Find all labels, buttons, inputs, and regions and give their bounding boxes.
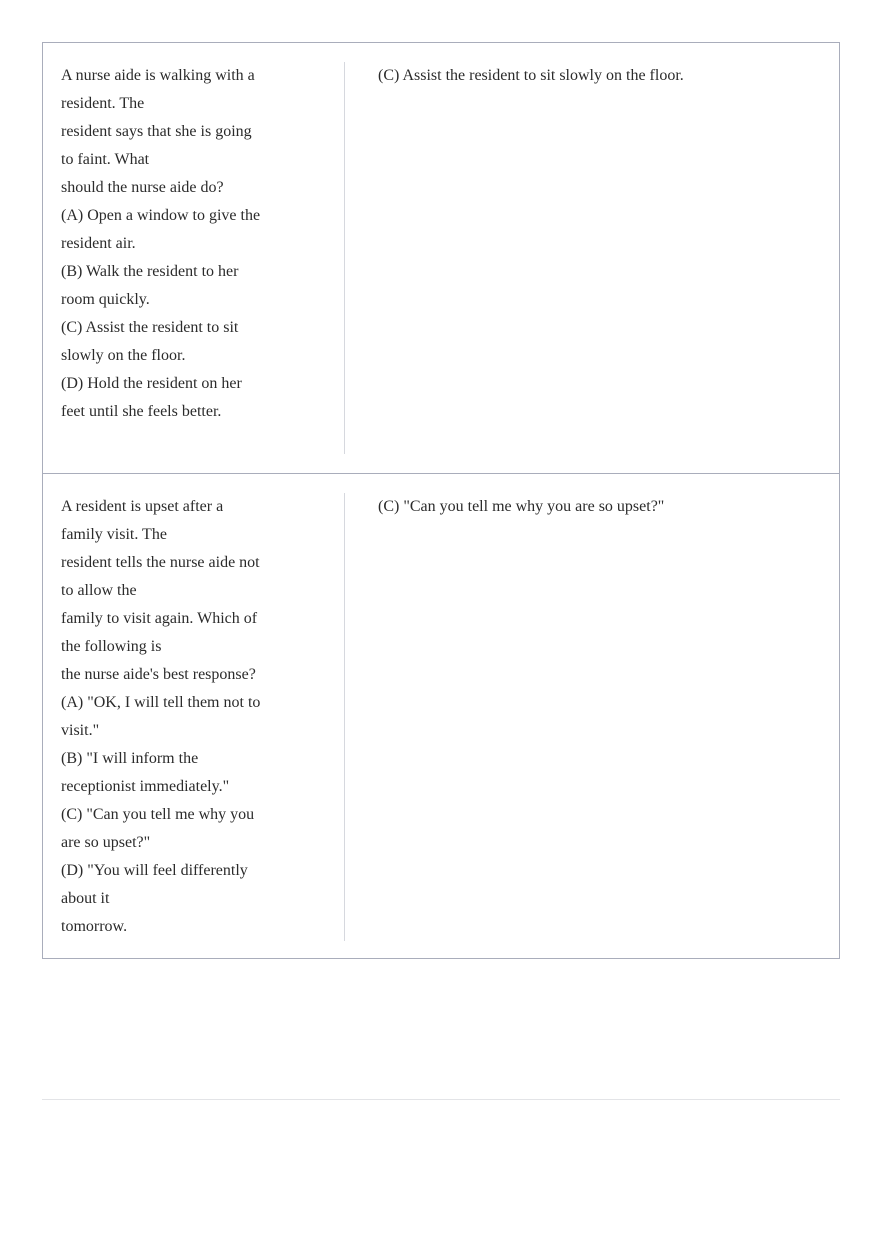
term-line: (D) "You will feel differently (61, 862, 248, 879)
term-line: to faint. What (61, 151, 150, 168)
term-line: resident tells the nurse aide not (61, 554, 260, 571)
term-line: are so upset?" (61, 834, 151, 851)
term-line: resident says that she is going (61, 123, 252, 140)
term-line: (B) Walk the resident to her (61, 263, 239, 280)
card-term (61, 493, 281, 941)
term-line: room quickly. (61, 291, 150, 308)
flashcard-table (42, 42, 840, 959)
term-line: feet until she feels better. (61, 403, 222, 420)
term-line: the nurse aide's best response? (61, 666, 256, 683)
term-line: tomorrow. (61, 918, 128, 935)
term-line: (A) "OK, I will tell them not to (61, 694, 261, 711)
term-line: (C) "Can you tell me why you (61, 806, 255, 823)
term-line: (A) Open a window to give the (61, 207, 261, 224)
term-line: resident. The (61, 95, 145, 112)
term-line: resident air. (61, 235, 136, 252)
card-definition: (C) Assist the resident to sit slowly on the floor. (378, 67, 684, 84)
footer-divider (42, 1099, 840, 1100)
term-line: family to visit again. Which of (61, 610, 258, 627)
term-line: (C) Assist the resident to sit (61, 319, 239, 336)
term-line: (B) "I will inform the (61, 750, 199, 767)
term-line: the following is (61, 638, 162, 655)
term-line: A nurse aide is walking with a (61, 67, 255, 84)
term-line: A resident is upset after a (61, 498, 224, 515)
term-line: (D) Hold the resident on her (61, 375, 242, 392)
flashcard (43, 473, 839, 958)
flashcard (43, 43, 839, 473)
term-line: to allow the (61, 582, 137, 599)
term-line: receptionist immediately." (61, 778, 230, 795)
card-term (61, 62, 281, 426)
term-line: about it (61, 890, 110, 907)
term-line: slowly on the floor. (61, 347, 186, 364)
card-divider (344, 493, 345, 941)
term-line: should the nurse aide do? (61, 179, 224, 196)
card-divider (344, 62, 345, 454)
card-definition: (C) "Can you tell me why you are so upset?" (378, 498, 665, 515)
term-line: family visit. The (61, 526, 167, 543)
term-line: visit." (61, 722, 100, 739)
